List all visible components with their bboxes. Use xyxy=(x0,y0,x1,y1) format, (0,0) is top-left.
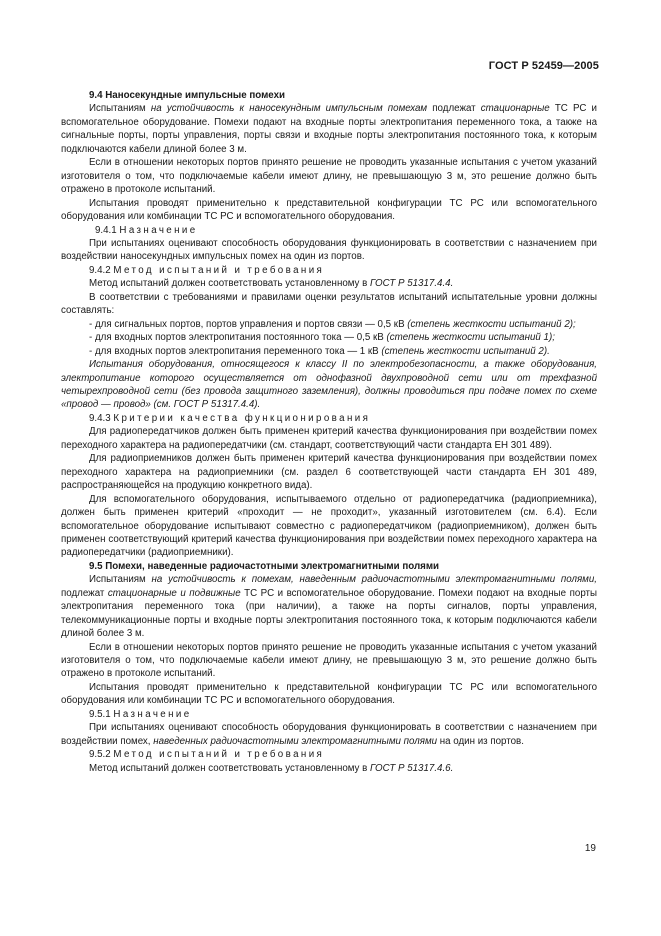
subsection-title: Назначение xyxy=(113,708,192,720)
text-run: Испытаниям xyxy=(89,574,152,586)
paragraph: Если в отношении некоторых портов принято решение не проводить указанные испытания с учетом указаний изготовителя о том, что подключаемые кабели имеют длину, не превышающую 3 м, это решение должно быть отражено в протоколе испытаний. xyxy=(61,157,597,196)
subsection-9-5-1-heading xyxy=(61,708,597,721)
paragraph: При испытаниях оценивают способность оборудования функционировать в соответствии с назначением при воздействии наносекундных импульсных помех на один из портов. xyxy=(61,237,597,263)
section-9-4-heading: 9.4 Наносекундные импульсные помехи xyxy=(89,90,285,101)
paragraph: Испытания проводят применительно к представительной конфигурации ТС РС или вспомогательного оборудования или комбинации ТС РС и вспомогательного оборудования. xyxy=(61,197,597,223)
paragraph xyxy=(61,277,597,290)
text-run: подлежат xyxy=(427,103,481,115)
subsection-title: Назначение xyxy=(119,224,198,236)
subsection-title: Метод испытаний и требования xyxy=(113,749,325,761)
paragraph xyxy=(61,762,597,775)
subsection-title: Критерии качества функционирования xyxy=(113,412,371,424)
page-number: 19 xyxy=(584,843,596,854)
list-item xyxy=(61,345,597,358)
text-run: Испытаниям xyxy=(89,103,151,115)
paragraph xyxy=(61,102,597,156)
text-run: ТС РС и вспомогательное оборудование. Помехи подают на входные порты электропитания переменного тока (при наличии), а также на порты сигналов, порты управления, телекоммуникационные порты и входные порты электропитания постоянного тока, к которым подключаются кабели длиной более 3 м. xyxy=(61,587,598,640)
document-code: ГОСТ Р 52459—2005 xyxy=(488,60,599,72)
subsection-9-5-2-heading xyxy=(61,748,597,761)
paragraph: Для радиопередатчиков должен быть применен критерий качества функционирования при воздействии помех переходного характера на радиопередатчики (см. стандарт, соответствующий части стандарта ЕН 301 489). xyxy=(61,426,597,451)
italic-run: (степень жесткости испытаний 2); xyxy=(407,318,576,330)
text-run: на один из портов. xyxy=(437,735,524,747)
text-run: подлежат xyxy=(61,587,108,599)
paragraph: Для вспомогательного оборудования, испытываемого отдельно от радиопередатчика (радиоприемника), должен быть применен критерий «проходит — не проходит», указанный изготовителем (см. 6.4). Если вспомогательное оборудование испытывают совместно с радиопередатчиком (радиоприемником), должен быть применен соответствующий критерий качества функционирования при воздействии помех переходного характера на радиопередатчики (радиоприемники). xyxy=(61,493,597,559)
italic-run: стационарные и подвижные xyxy=(107,587,241,599)
text-run: Метод испытаний должен соответствовать установленному в xyxy=(89,278,371,290)
italic-run: (степень жесткости испытаний 2). xyxy=(381,345,550,357)
text-run: - для входных портов электропитания постоянного тока — 0,5 кВ xyxy=(89,332,387,344)
subsection-9-4-3-heading xyxy=(61,412,597,425)
paragraph: Если в отношении некоторых портов принято решение не проводить указанные испытания с учетом указаний изготовителя о том, что подключаемые кабели имеют длину, не превышающую 3 м, это решение должно быть отражено в протоколе испытаний. xyxy=(61,641,597,680)
page-body xyxy=(61,89,597,775)
paragraph xyxy=(61,721,597,748)
list-item xyxy=(61,318,597,331)
standard-reference: ГОСТ Р 51317.4.6. xyxy=(370,762,454,774)
italic-run: на устойчивость к наносекундным импульсным помехам xyxy=(150,103,428,115)
italic-run: стационарные xyxy=(480,103,550,115)
text-run: - для входных портов электропитания переменного тока — 1 кВ xyxy=(89,345,382,357)
subsection-9-4-2-heading xyxy=(61,264,597,277)
text-run: ТС РС и вспомогательное оборудование. Помехи подают на входные порты электропитания переменного тока, а также на сигнальные порты, порты управления, порты связи и входные порты электропитания постоянного тока, к которым подключаются кабели длиной более 3 м. xyxy=(61,103,597,155)
paragraph xyxy=(61,573,597,640)
paragraph: В соответствии с требованиями и правилами оценки результатов испытаний испытательные уровни должны составлять: xyxy=(61,291,597,317)
subsection-number: 9.5.1 xyxy=(89,708,111,720)
subsection-number: 9.5.2 xyxy=(89,749,111,761)
italic-run: на устойчивость к помехам, наведенным радиочастотными электромагнитными полями, xyxy=(151,574,597,586)
text-run: - для сигнальных портов, портов управления и портов связи — 0,5 кВ xyxy=(89,318,408,330)
subsection-number: 9.4.3 xyxy=(89,412,111,424)
italic-run: (степень жесткости испытаний 1); xyxy=(386,332,555,344)
subsection-number: 9.4.1 xyxy=(95,224,117,236)
subsection-title: Метод испытаний и требования xyxy=(113,264,325,276)
paragraph: Для радиоприемников должен быть применен критерий качества функционирования при воздействии помех переходного характера на радиоприемники (см. раздел 6 соответствующей части стандарта ЕН 301 489, распространяющейся на продукцию конкретного вида). xyxy=(61,453,597,492)
italic-paragraph: Испытания оборудования, относящегося к классу II по электробезопасности, а также оборудования, электропитание которого осуществляется от однофазной двухпроводной сети или от трехфазной четырехпроводной сети (без провода защитного заземления), должны проводиться при подаче помех по схеме «провод — провод» (см. ГОСТ Р 51317.4.4). xyxy=(61,359,597,411)
italic-run: наведенных радиочастотными электромагнитными полями xyxy=(153,735,438,747)
paragraph: Испытания проводят применительно к представительной конфигурации ТС РС или вспомогательного оборудования или комбинации ТС РС и вспомогательного оборудования. xyxy=(61,681,597,707)
subsection-9-4-1-heading xyxy=(61,224,597,237)
text-run: Метод испытаний должен соответствовать установленному в xyxy=(89,762,371,774)
standard-reference: ГОСТ Р 51317.4.4. xyxy=(370,278,454,290)
text-run: При испытаниях оценивают способность оборудования функционировать в соответствии с назначением при воздействии помех, xyxy=(61,722,597,747)
section-9-5-heading: 9.5 Помехи, наведенные радиочастотными электромагнитными полями xyxy=(89,560,440,572)
list-item xyxy=(61,331,597,344)
subsection-number: 9.4.2 xyxy=(89,264,111,276)
